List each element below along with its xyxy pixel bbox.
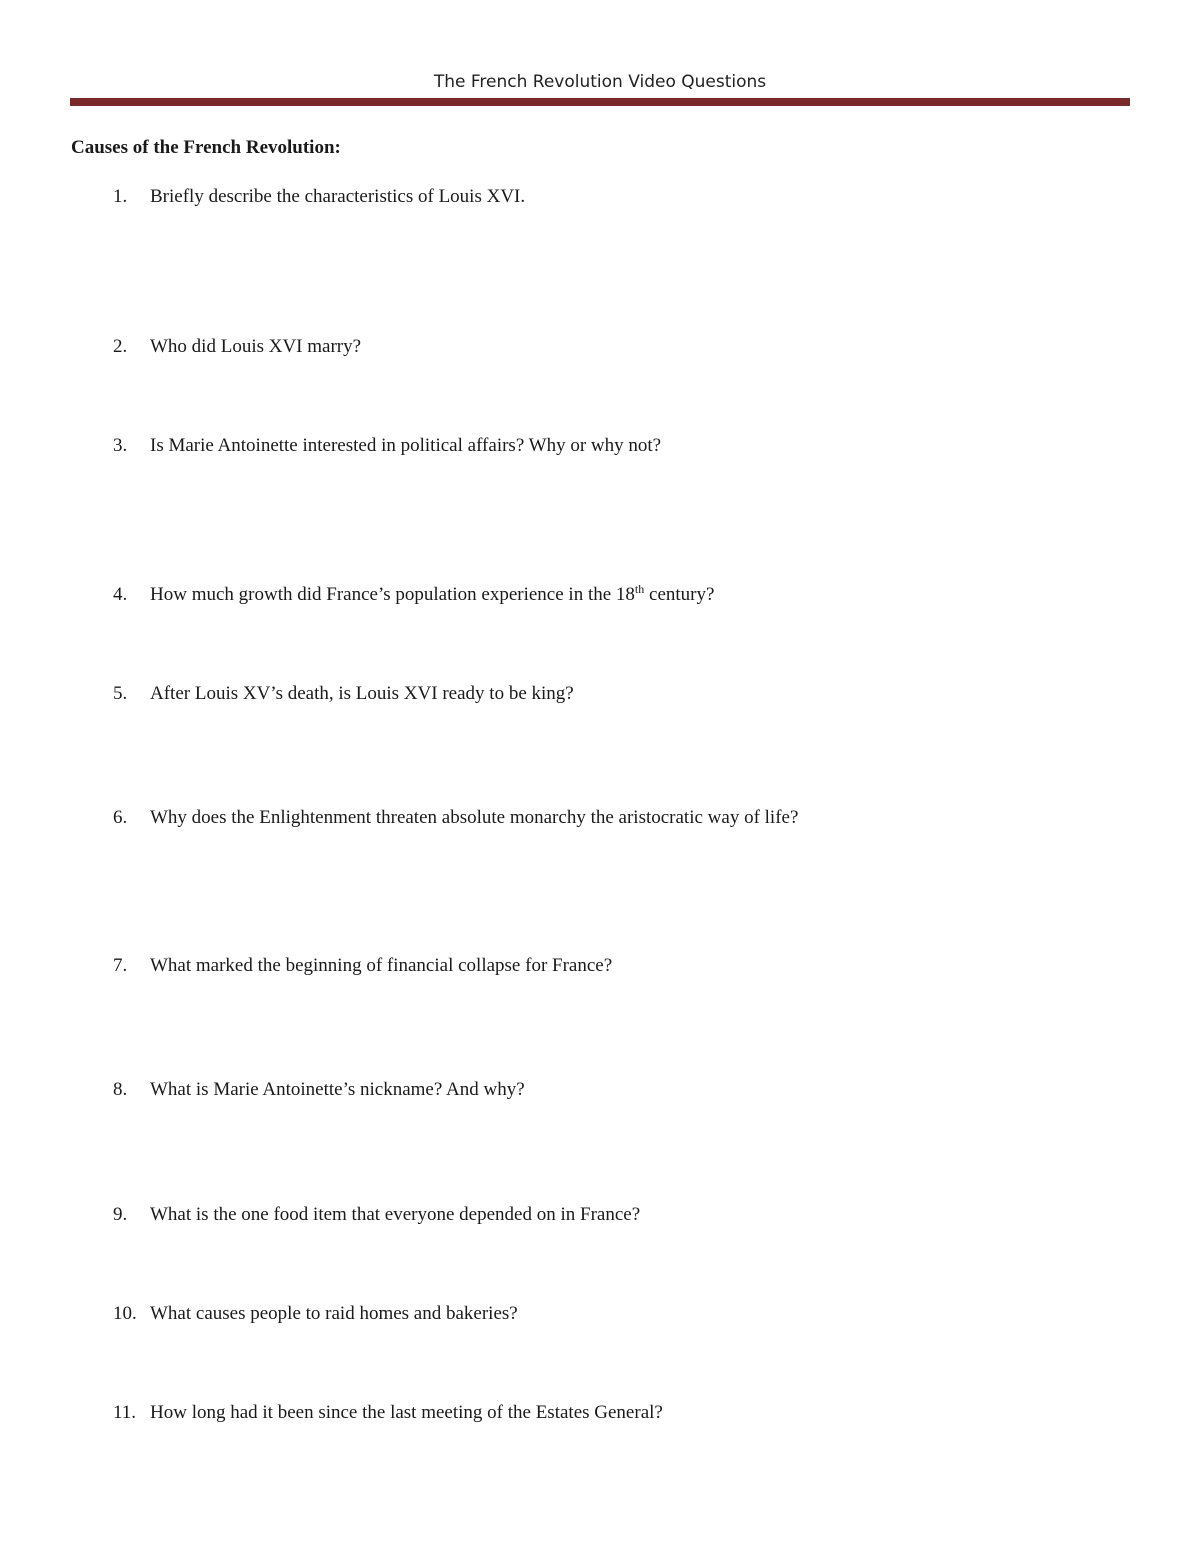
question-text-start: How much growth did France’s population experience in the 18 — [150, 584, 635, 605]
header-divider — [70, 98, 1130, 106]
question-text: Briefly describe the characteristics of Louis XVI. — [150, 186, 526, 207]
question-text: Is Marie Antoinette interested in political affairs? Why or why not? — [150, 435, 662, 456]
question-text: What is the one food item that everyone depended on in France? — [150, 1204, 641, 1225]
question-text: Who did Louis XVI marry? — [150, 336, 362, 357]
question-number: 4. — [113, 584, 128, 605]
question-text: After Louis XV’s death, is Louis XVI ready to be king? — [150, 683, 574, 704]
question-text: What marked the beginning of financial collapse for France? — [150, 955, 613, 976]
question-text: Why does the Enlightenment threaten absolute monarchy the aristocratic way of life? — [150, 807, 799, 828]
question-number: 2. — [113, 336, 128, 357]
question-number: 1. — [113, 186, 128, 207]
question-text: What causes people to raid homes and bakeries? — [150, 1303, 518, 1324]
section-heading: Causes of the French Revolution: — [71, 137, 341, 158]
question-text — [150, 584, 714, 606]
question-text-end: century? — [644, 584, 715, 605]
question-text: How long had it been since the last meeting of the Estates General? — [150, 1402, 663, 1423]
question-text: What is Marie Antoinette’s nickname? And why? — [150, 1079, 525, 1100]
question-number: 11. — [113, 1402, 137, 1423]
question-number: 10. — [113, 1303, 137, 1324]
question-number: 6. — [113, 807, 128, 828]
question-number: 7. — [113, 955, 128, 976]
page-header-title: The French Revolution Video Questions — [433, 72, 767, 92]
question-number: 9. — [113, 1204, 128, 1225]
question-number: 5. — [113, 683, 128, 704]
ordinal-superscript: th — [634, 582, 645, 596]
question-number: 3. — [113, 435, 128, 456]
question-number: 8. — [113, 1079, 128, 1100]
